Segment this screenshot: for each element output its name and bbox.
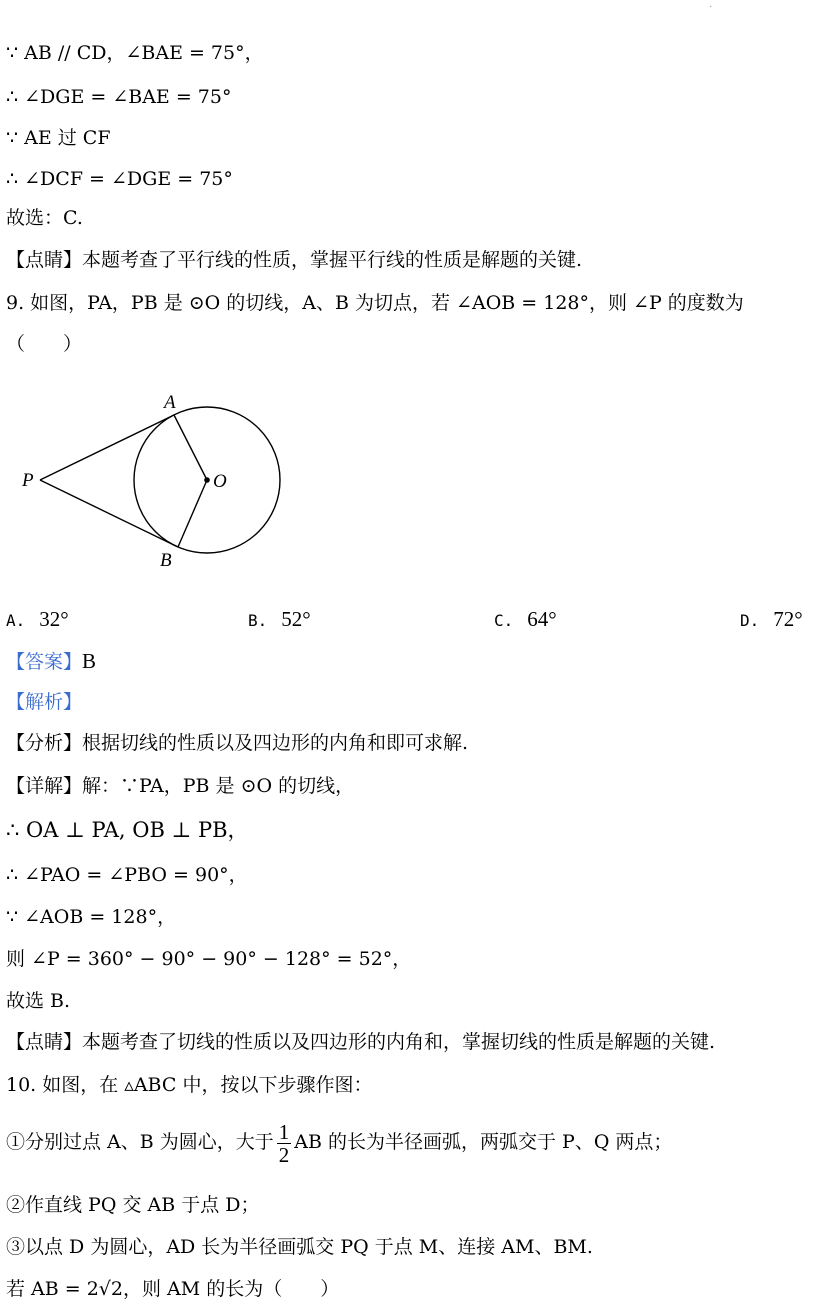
q10-step-3: ③以点 D 为圆心，AD 长为半径画弧交 PQ 于点 M、连接 AM、BM. (6, 1236, 593, 1258)
option-d (740, 604, 803, 636)
q10-step-1-pre: ①分别过点 A、B 为圆心，大于 (6, 1131, 274, 1153)
option-a (6, 604, 69, 636)
xiangjie-line: 【详解】解：∵PA，PB 是 ⊙O 的切线， (6, 775, 355, 797)
option-a-label: A. (6, 611, 26, 630)
step-perpendicular: ∴ OA ⊥ PA, OB ⊥ PB， (6, 818, 249, 842)
label-b: B (160, 550, 172, 571)
fraction-denominator: 2 (278, 1142, 290, 1167)
q10-step-1 (6, 1116, 672, 1168)
label-o: O (213, 471, 227, 492)
option-b (248, 604, 311, 636)
option-b-label: B. (248, 611, 268, 630)
q10-condition: 若 AB = 2√2，则 AM 的长为（ ） (6, 1278, 340, 1300)
option-c-value: 64° (527, 607, 557, 631)
question-9-stem: 9. 如图，PA，PB 是 ⊙O 的切线，A、B 为切点，若 ∠AOB = 128°，则 ∠P 的度数为 (6, 292, 744, 314)
option-c-label: C. (494, 611, 514, 630)
option-a-value: 32° (39, 607, 69, 631)
choose-b-line: 故选 B. (6, 990, 71, 1012)
center-dot (204, 477, 210, 483)
label-p: P (22, 470, 34, 491)
q9-tangent-figure (0, 380, 300, 580)
answer-value: B (82, 649, 97, 673)
analysis-tag: 【解析】 (6, 691, 83, 713)
option-d-label: D. (740, 611, 760, 630)
option-d-value: 72° (773, 607, 803, 631)
line-choose-c: 故选：C. (6, 207, 83, 229)
label-a: A (164, 392, 176, 413)
line-dianjing-q8: 【点睛】本题考查了平行线的性质，掌握平行线的性质是解题的关键. (6, 249, 583, 271)
question-10-stem: 10. 如图，在 ▵ABC 中，按以下步骤作图： (6, 1074, 373, 1096)
answer-line (6, 648, 96, 675)
fraction-one-half (277, 1121, 292, 1166)
step-aob: ∵ ∠AOB = 128°， (6, 906, 177, 928)
option-c (494, 604, 557, 636)
line-dcf-equals-dge: ∴ ∠DCF = ∠DGE = 75° (6, 168, 233, 190)
option-b-value: 52° (281, 607, 311, 631)
question-9-blank: （ ） (6, 333, 83, 355)
radius-oa (174, 415, 207, 480)
dianjing-q9: 【点睛】本题考查了切线的性质以及四边形的内角和，掌握切线的性质是解题的关键. (6, 1031, 716, 1053)
line-dge-equals-bae: ∴ ∠DGE = ∠BAE = 75° (6, 86, 232, 108)
radius-ob (178, 480, 207, 547)
fraction-numerator: 1 (278, 1119, 290, 1144)
q10-step-1-post: AB 的长为半径画弧，两弧交于 P、Q 两点； (294, 1131, 673, 1153)
tangent-pa (40, 415, 174, 480)
q10-step-2: ②作直线 PQ 交 AB 于点 D； (6, 1194, 260, 1216)
answer-tag: 【答案】 (6, 651, 83, 673)
step-right-angles: ∴ ∠PAO = ∠PBO = 90°， (6, 864, 248, 886)
step-angle-p: 则 ∠P = 360° − 90° − 90° − 128° = 52°， (6, 948, 412, 970)
line-parallel-given: ∵ AB // CD，∠BAE = 75°， (6, 42, 264, 64)
tangent-pb (40, 480, 178, 547)
corner-mark: · (709, 2, 713, 13)
fenxi-line: 【分析】根据切线的性质以及四边形的内角和即可求解. (6, 732, 469, 754)
line-ae-through-cf: ∵ AE 过 CF (6, 127, 111, 149)
